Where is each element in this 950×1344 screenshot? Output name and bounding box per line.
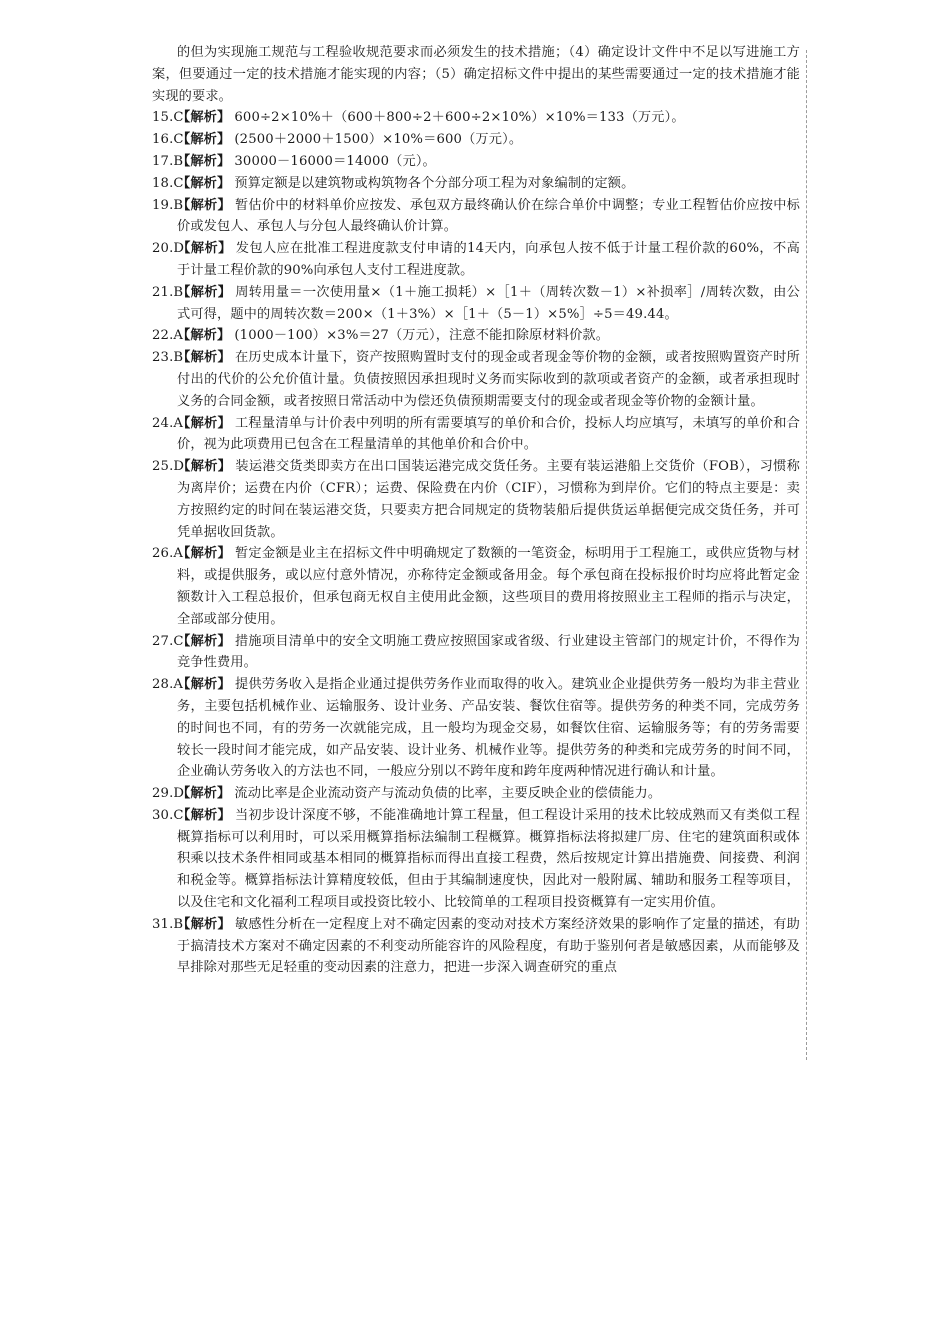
analysis-tag: 【解析】 [177,677,231,693]
answer-explanation: 暂定金额是业主在招标文件中明确规定了数额的一笔资金，标明用于工程施工，或供应货物与材料，或提供服务，或以应付意外情况，亦称待定金额或备用金。每个承包商在投标报价时均应将此暂定金额数计入工程总报价，但承包商无权自主使用此金额，这些项目的费用将按照业主工程师的指示与决定，全部或部分使用。 [177,546,800,627]
answer-item [152,805,800,914]
answer-explanation: 暂估价中的材料单价应按发、承包双方最终确认价在综合单价中调整；专业工程暂估价应按中标价或发包人、承包人与分包人最终确认价计算。 [177,197,800,235]
analysis-tag: 【解析】 [177,546,231,562]
analysis-tag: 【解析】 [177,284,232,300]
answer-item [152,783,800,805]
answer-item [152,674,800,783]
answer-item [152,456,800,543]
answer-number: 19.B [152,197,184,213]
analysis-tag: 【解析】 [177,807,231,823]
answer-item [152,195,800,239]
answer-explanation: 当初步设计深度不够，不能准确地计算工程量，但工程设计采用的技术比较成熟而又有类似工程概算指标可以利用时，可以采用概算指标法编制工程概算。概算指标法将拟建厂房、住宅的建筑面积或体积乘以技术条件相同或基本相同的概算指标而得出直接工程费，然后按规定计算出措施费、间接费、利润和税金等。概算指标法计算精度较低，但由于其编制速度快，因此对一般附属、辅助和服务工程等项目，以及住宅和文化福利工程项目或投资比较小、比较简单的工程项目投资概算有一定实用价值。 [177,807,800,911]
answer-explanations [152,42,800,979]
answer-explanation: 发包人应在批准工程进度款支付申请的14天内，向承包人按不低于计量工程价款的60%，不高于计量工程价款的90%向承包人支付工程进度款。 [177,241,800,278]
answer-number: 24.A [152,415,184,431]
answer-item [152,282,800,326]
answer-number: 30.C [152,807,184,823]
answer-list [152,107,800,979]
answer-item [152,325,800,347]
analysis-tag: 【解析】 [177,153,231,169]
analysis-tag: 【解析】 [177,916,231,932]
analysis-tag: 【解析】 [177,132,231,148]
answer-item [152,631,800,675]
analysis-tag: 【解析】 [177,110,231,126]
answer-number: 17.B [152,153,184,169]
answer-number: 26.A [152,546,184,562]
answer-explanation: 在历史成本计量下，资产按照购置时支付的现金或者现金等价物的金额，或者按照购置资产时所付出的代价的公允价值计量。负债按照因承担现时义务而实际收到的款项或者资产的金额，或者承担现时义务的合同金额，或者按照日常活动中为偿还负债预期需要支付的现金或者现金等价物的金额计量。 [177,350,800,409]
answer-explanation: (2500＋2000＋1500）×10%＝600（万元）。 [234,132,523,148]
answer-number: 31.B [152,916,184,932]
answer-number: 21.B [152,284,184,300]
answer-number: 27.C [152,633,184,649]
answer-explanation: 预算定额是以建筑物或构筑物各个分部分项工程为对象编制的定额。 [234,175,635,191]
answer-number: 29.D [152,786,185,802]
analysis-tag: 【解析】 [177,328,231,344]
answer-number: 18.C [152,175,184,191]
analysis-tag: 【解析】 [177,633,231,649]
answer-item [152,347,800,412]
analysis-tag: 【解析】 [177,459,232,475]
analysis-tag: 【解析】 [177,241,232,257]
answer-item [152,413,800,457]
analysis-tag: 【解析】 [177,415,231,431]
answer-item [152,914,800,979]
answer-item [152,543,800,630]
answer-explanation: 流动比率是企业流动资产与流动负债的比率，主要反映企业的偿债能力。 [234,786,662,802]
continuation-paragraph: 的但为实现施工规范与工程验收规范要求而必须发生的技术措施；（4）确定设计文件中不足以写进施工方案，但要通过一定的技术措施才能实现的内容；（5）确定招标文件中提出的某些需要通过一定的技术措施才能实现的要求。 [152,45,800,104]
answer-explanation: 装运港交货类即卖方在出口国装运港完成交货任务。主要有装运港船上交货价（FOB），习惯称为离岸价；运费在内价（CFR）；运费、保险费在内价（CIF），习惯称为到岸价。它们的特点主要是：卖方按照约定的时间在装运港交货，只要卖方把合同规定的货物装船后提供货运单据便完成交货任务，并可凭单据收回货款。 [177,459,800,540]
analysis-tag: 【解析】 [177,175,231,191]
answer-explanation: 周转用量＝一次使用量×（1＋施工损耗）×［1＋（周转次数－1）×补损率］/周转次数，由公式可得，题中的周转次数＝200×（1＋3%）×［1＋（5－1）×5%］÷5＝49.44。 [177,284,801,322]
answer-number: 22.A [152,328,184,344]
answer-explanation: 措施项目清单中的安全文明施工费应按照国家或省级、行业建设主管部门的规定计价，不得作为竞争性费用。 [177,633,800,671]
answer-number: 25.D [152,459,185,475]
answer-number: 23.B [152,350,184,366]
analysis-tag: 【解析】 [177,786,231,802]
answer-explanation: 600÷2×10%＋（600＋800÷2＋600÷2×10%）×10%＝133（万元）。 [234,110,685,126]
answer-number: 28.A [152,677,184,693]
answer-item [152,173,800,195]
answer-explanation: 提供劳务收入是指企业通过提供劳务作业而取得的收入。建筑业企业提供劳务一般均为非主营业务，主要包括机械作业、运输服务、设计业务、产品安装、餐饮住宿等。提供劳务的种类不同，完成劳务的时间也不同，有的劳务一次就能完成，且一般均为现金交易，如餐饮住宿、运输服务等；有的劳务需要较长一段时间才能完成，如产品安装、设计业务、机械作业等。提供劳务的种类和完成劳务的时间不同，企业确认劳务收入的方法也不同，一般应分别以不跨年度和跨年度两种情况进行确认和计量。 [177,677,800,780]
answer-number: 16.C [152,132,184,148]
analysis-tag: 【解析】 [177,197,231,213]
answer-number: 20.D [152,241,185,257]
answer-explanation: 工程量清单与计价表中列明的所有需要填写的单价和合价，投标人均应填写，未填写的单价和合价，视为此项费用已包含在工程量清单的其他单价和合价中。 [177,415,800,453]
analysis-tag: 【解析】 [177,350,231,366]
answer-explanation: (1000－100）×3%＝27（万元），注意不能扣除原材料价款。 [234,328,610,344]
answer-item [152,151,800,173]
binding-dashed-line [806,50,807,1060]
answer-item [152,129,800,151]
answer-item [152,238,800,282]
answer-number: 15.C [152,110,184,126]
answer-explanation: 30000－16000＝14000（元）。 [234,153,436,169]
answer-explanation: 敏感性分析在一定程度上对不确定因素的变动对技术方案经济效果的影响作了定量的描述，有助于搞清技术方案对不确定因素的不利变动所能容许的风险程度，有助于鉴别何者是敏感因素，从而能够及早排除对那些无足轻重的变动因素的注意力，把进一步深入调查研究的重点 [177,916,800,976]
answer-item [152,107,800,129]
